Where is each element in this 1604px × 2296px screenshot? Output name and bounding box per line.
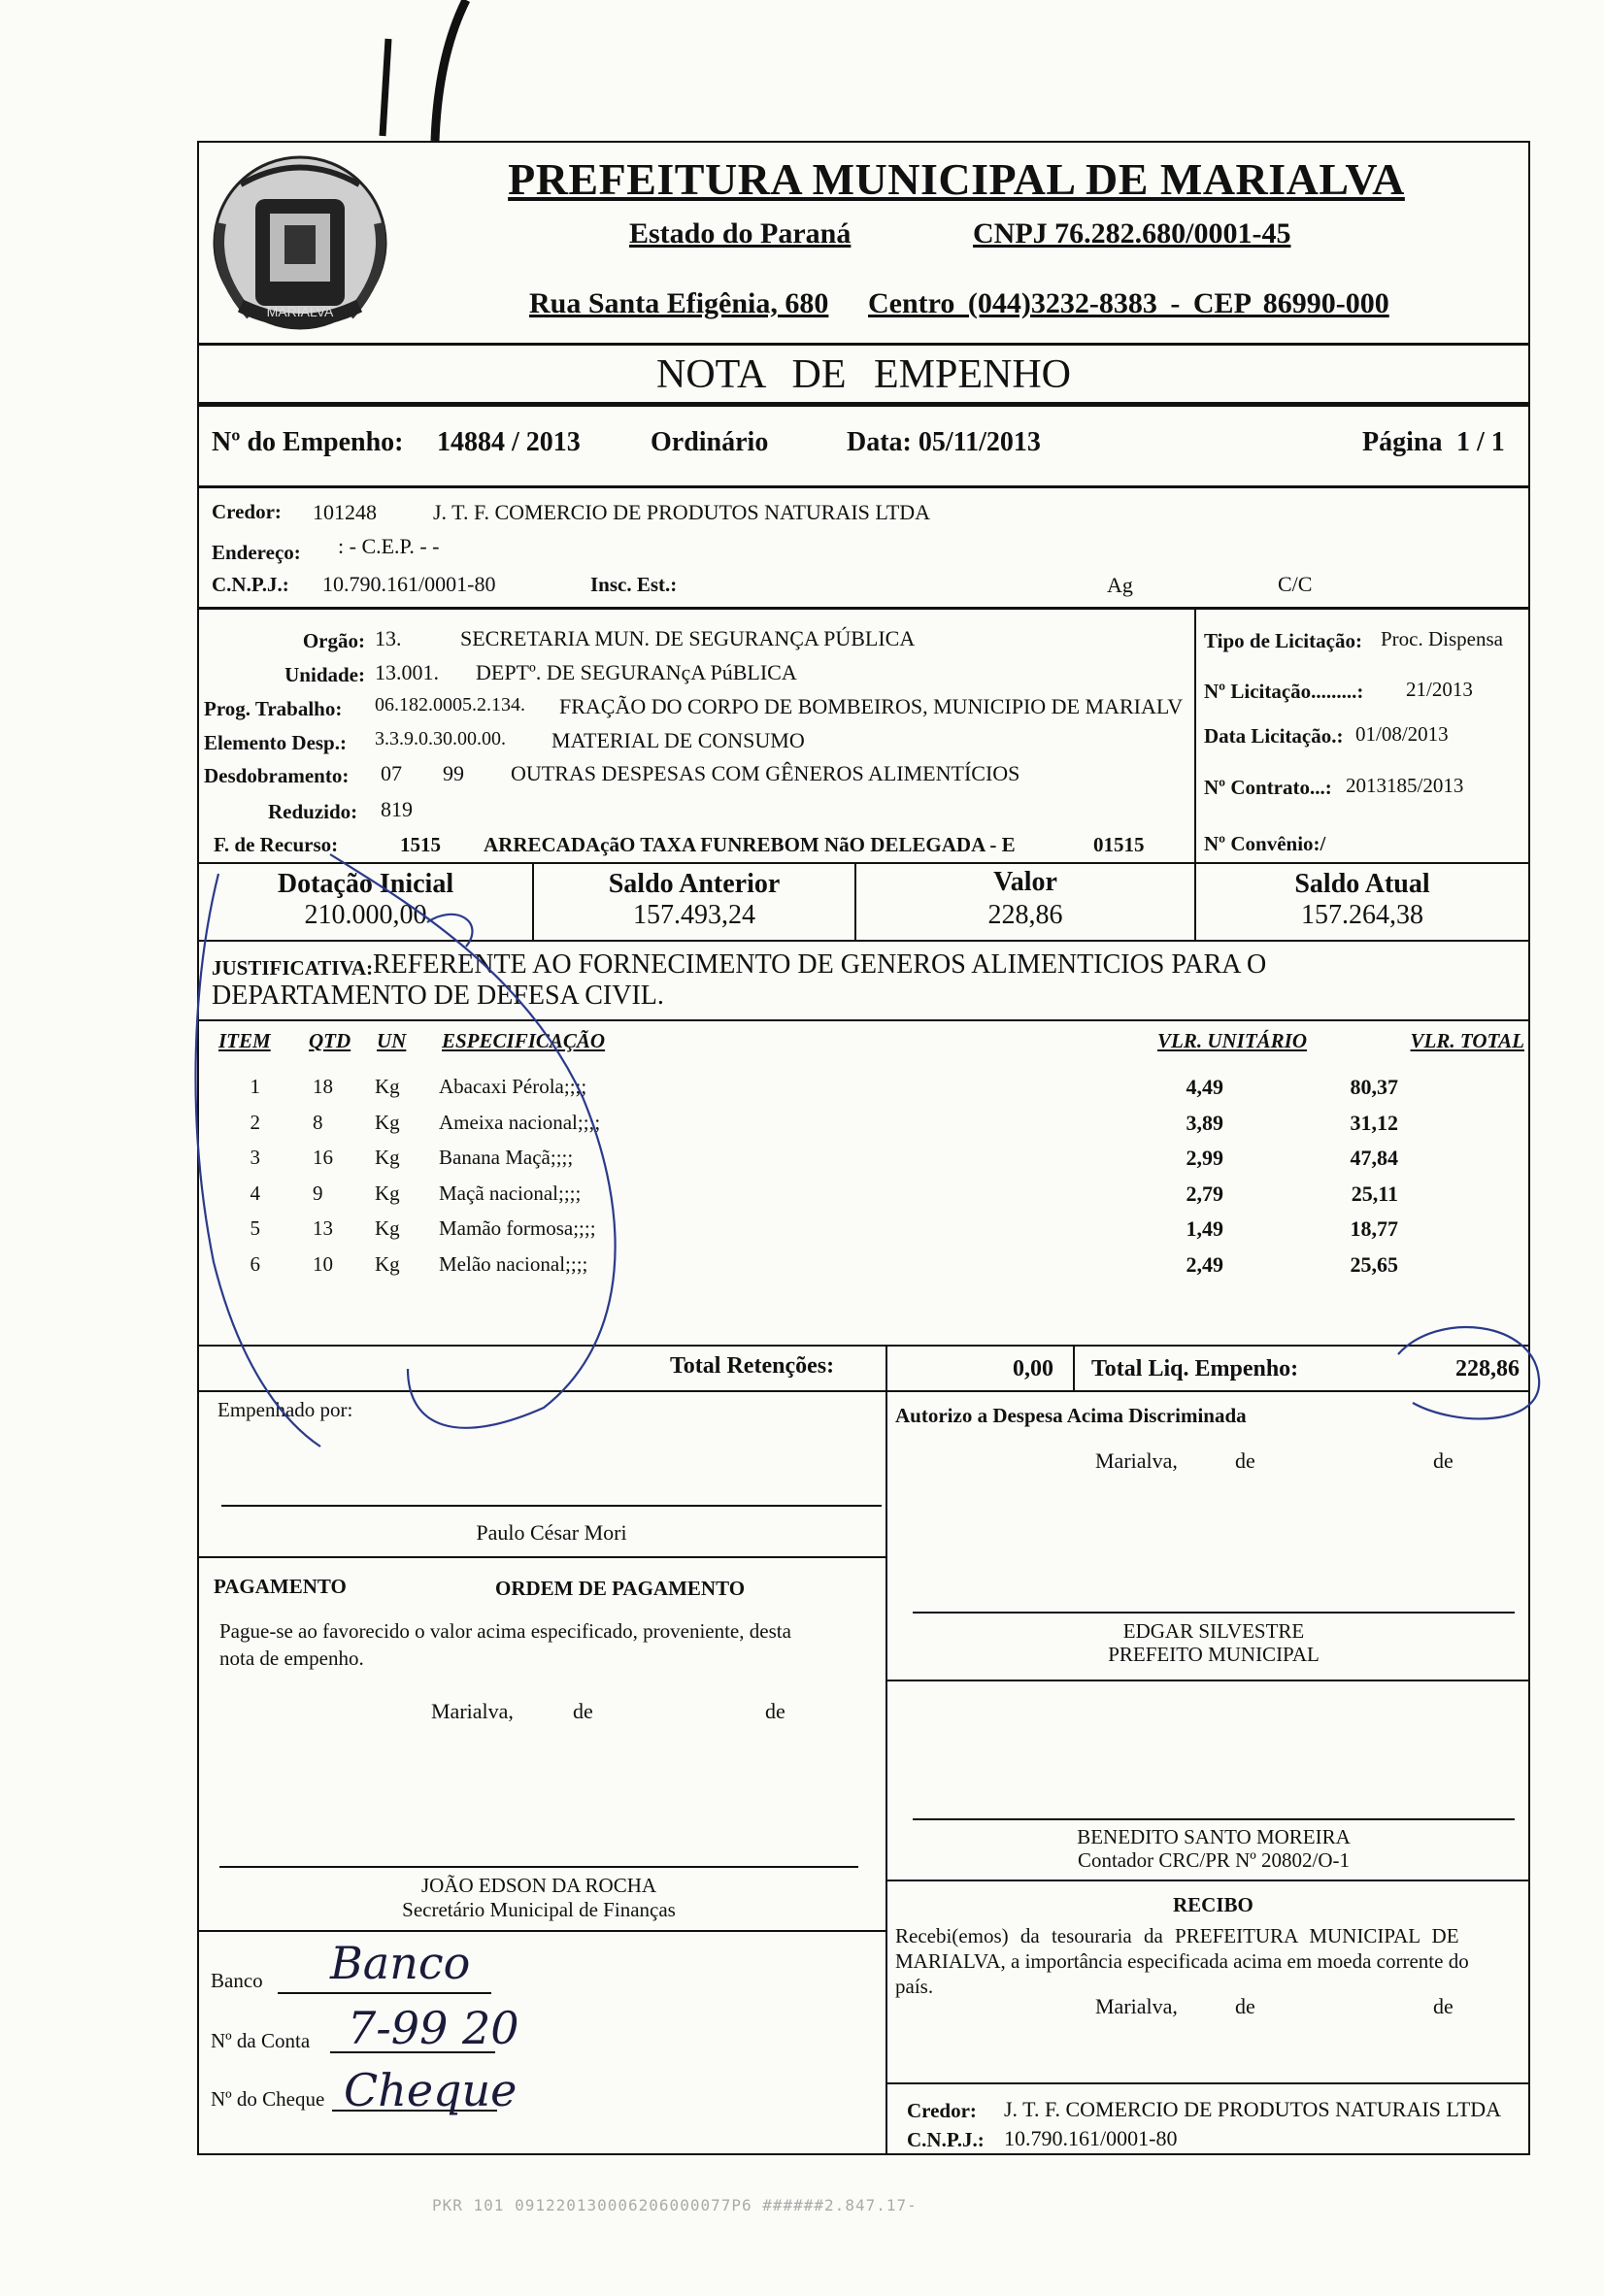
elemento-code: 3.3.9.0.30.00.00. [375,728,506,749]
recibo-credor-label: Credor: [907,2099,977,2122]
cnpj-label: CNPJ 76.282.680/0001-45 [973,217,1291,250]
crest-text: MARIALVA [266,304,334,319]
item-un: Kg [375,1251,400,1276]
orgao-label: Orgão: [302,629,365,652]
divider [199,343,1528,346]
col-un: UN [377,1029,407,1052]
desdobramento-name: OUTRAS DESPESAS COM GÊNEROS ALIMENTÍCIOS [511,761,1020,785]
cheque-handwriting: Cheque [344,2064,518,2116]
recibo-cnpj-label: C.N.P.J.: [907,2128,985,2151]
item-desc: Melão nacional;;;; [439,1251,588,1276]
cheque-label: Nº do Cheque [211,2087,325,2111]
item-qtd: 10 [313,1251,333,1276]
unidade-code: 13.001. [375,660,439,684]
contrato-label: Nº Contrato...: [1204,776,1332,799]
num-licitacao-value: 21/2013 [1406,678,1473,701]
tipo-licitacao-label: Tipo de Licitação: [1204,629,1362,652]
address-value: : - C.E.P. - - [338,534,440,558]
item-total: 31,12 [1350,1110,1398,1135]
item-un: Kg [375,1075,400,1098]
justificativa-line2: DEPARTAMENTO DE DEFESA CIVIL. [212,981,664,1011]
prog-name: FRAÇÃO DO CORPO DE BOMBEIROS, MUNICIPIO DE MARIALV [559,694,1184,718]
divider [199,940,1528,942]
state-label: Estado do Paraná [629,217,852,250]
contador-title: Contador CRC/PR Nº 20802/O-1 [1077,1848,1351,1872]
autorizo-de1: de [1235,1448,1255,1473]
item-unit: 1,49 [1186,1216,1223,1241]
ag-label: Ag [1107,573,1133,597]
item-unit: 2,79 [1186,1181,1223,1206]
recibo-de2: de [1433,1994,1454,2018]
empenhado-label: Empenhado por: [217,1398,353,1421]
credor-label: Credor: [212,500,282,523]
reduzido-label: Reduzido: [268,800,358,823]
item-desc: Maçã nacional;;;; [439,1181,582,1205]
item-un: Kg [375,1216,400,1240]
divider [199,862,1528,864]
orgao-name: SECRETARIA MUN. DE SEGURANÇA PÚBLICA [460,626,916,650]
elemento-name: MATERIAL DE CONSUMO [551,728,805,752]
prefeito-title: PREFEITO MUNICIPAL [1108,1643,1320,1666]
banco-label: Banco [211,1969,263,1992]
divider [886,1345,887,1391]
item-desc: Ameixa nacional;;;; [439,1110,601,1134]
valor-value: 228,86 [987,900,1063,930]
saldo-atual-value: 157.264,38 [1301,900,1423,930]
autorizo-de2: de [1433,1448,1454,1473]
divider [199,607,1528,610]
page-number: 1 / 1 [1456,427,1505,457]
recibo-line3: país. [895,1975,934,1998]
divider [199,1930,886,1932]
divider [886,1390,887,2155]
cnpj-credor-label: C.N.P.J.: [212,573,289,596]
item-total: 25,65 [1350,1251,1398,1277]
item-unit: 2,49 [1186,1251,1223,1277]
address-label: Endereço: [212,541,301,564]
recibo-de1: de [1235,1994,1255,2018]
item-un: Kg [375,1110,400,1134]
item-qtd: 8 [313,1110,323,1134]
banco-line [278,1992,491,1994]
conta-handwriting: 7-99 20 [348,2002,519,2054]
item-item: 3 [250,1146,260,1169]
recibo-line2: MARIALVA, a importância especificada acima em moeda corrente do [895,1949,1469,1973]
pague-line2: nota de empenho. [219,1647,364,1670]
banco-handwriting: Banco [330,1937,471,1989]
autorizo-city: Marialva, [1095,1448,1178,1473]
autorizo-label: Autorizo a Despesa Acima Discriminada [895,1404,1247,1427]
col-qtd: QTD [309,1029,351,1052]
contact-label: Centro (044)3232-8383 - CEP 86990-000 [868,287,1389,319]
pague-de1: de [573,1699,593,1723]
divider [199,1345,1528,1347]
retencoes-value: 0,00 [1013,1356,1053,1381]
col-total: VLR. TOTAL [1410,1029,1524,1052]
insc-label: Insc. Est.: [590,573,678,596]
liquido-value: 228,86 [1455,1356,1520,1381]
justificativa-label: JUSTIFICATIVA: [212,956,374,980]
orgao-code: 13. [375,626,402,650]
col-unit: VLR. UNITÁRIO [1157,1029,1308,1052]
item-un: Kg [375,1146,400,1169]
street-label: Rua Santa Efigênia, 680 [529,287,829,319]
item-desc: Banana Maçã;;;; [439,1146,574,1169]
divider [1073,1345,1075,1391]
saldo-atual-label: Saldo Atual [1294,869,1430,899]
ordem-label: ORDEM DE PAGAMENTO [495,1577,746,1600]
dotacao-label: Dotação Inicial [277,869,454,899]
recibo-credor-name: J. T. F. COMERCIO DE PRODUTOS NATURAIS LTDA [1004,2097,1502,2121]
item-qtd: 16 [313,1146,333,1169]
divider [199,1390,1528,1392]
item-unit: 4,49 [1186,1075,1223,1099]
municipal-crest [202,146,398,345]
unidade-label: Unidade: [284,663,365,686]
justificativa-line1: REFERENTE AO FORNECIMENTO DE GENEROS ALIMENTICIOS PARA O [373,949,1267,980]
cnpj-credor-value: 10.790.161/0001-80 [322,572,496,596]
divider [199,485,1528,488]
liquido-label: Total Liq. Empenho: [1091,1356,1299,1381]
item-qtd: 9 [313,1181,323,1205]
item-qtd: 13 [313,1216,333,1240]
pagamento-label: PAGAMENTO [214,1575,347,1598]
elemento-label: Elemento Desp.: [204,731,347,754]
recurso-name: ARRECADAçãO TAXA FUNREBOM NãO DELEGADA - E [484,833,1016,856]
col-espec: ESPECIFICAÇÃO [442,1029,606,1052]
desdobramento-label: Desdobramento: [204,764,350,787]
desdobramento-sub: 99 [443,761,464,785]
saldo-anterior-label: Saldo Anterior [608,869,781,899]
item-item: 4 [250,1181,260,1205]
signature-line [219,1866,858,1868]
divider [887,1880,1528,1881]
empenho-date: Data: 05/11/2013 [847,427,1041,457]
prefeito-name: EDGAR SILVESTRE [1122,1619,1305,1643]
contador-name: BENEDITO SANTO MOREIRA [1077,1825,1351,1848]
item-item: 2 [250,1110,260,1134]
divider [887,1680,1528,1681]
desdobramento-code: 07 [381,761,402,785]
page-label: Página [1362,427,1443,457]
divider [199,1019,1528,1021]
item-total: 25,11 [1351,1181,1398,1206]
item-unit: 2,99 [1186,1146,1223,1170]
footer-code: PKR 101 091220130006206000077P6 ######2.847.17- [432,2196,918,2214]
recibo-cnpj-value: 10.790.161/0001-80 [1004,2126,1178,2150]
valor-label: Valor [993,867,1057,897]
convenio-label: Nº Convênio:/ [1204,832,1326,855]
empenho-number: 14884 / 2013 [437,427,581,457]
contrato-value: 2013185/2013 [1346,774,1464,797]
data-licitacao-label: Data Licitação.: [1204,724,1344,748]
item-total: 80,37 [1350,1075,1398,1099]
prog-label: Prog. Trabalho: [204,697,343,720]
recibo-line1: Recebi(emos) da tesouraria da PREFEITURA MUNICIPAL DE [895,1924,1459,1947]
pague-city: Marialva, [431,1699,514,1723]
dotacao-value: 210.000,00 [304,900,427,930]
tipo-licitacao-value: Proc. Dispensa [1381,627,1503,650]
item-unit: 3,89 [1186,1110,1223,1135]
item-qtd: 18 [313,1075,333,1098]
doc-title: NOTA DE EMPENHO [656,352,1071,397]
item-desc: Abacaxi Pérola;;;; [439,1075,587,1098]
recurso-code: 1515 [400,833,441,856]
num-licitacao-label: Nº Licitação.........: [1204,680,1364,703]
divider [887,2082,1528,2084]
item-total: 47,84 [1350,1146,1398,1170]
pague-de2: de [765,1699,785,1723]
recurso-label: F. de Recurso: [214,833,339,856]
empenho-number-label: Nº do Empenho: [212,427,404,457]
recibo-label: RECIBO [1173,1893,1253,1916]
item-total: 18,77 [1350,1216,1398,1241]
divider [199,1556,886,1558]
divider [199,402,1528,407]
empenho-type: Ordinário [651,427,769,457]
data-licitacao-value: 01/08/2013 [1355,722,1449,746]
divider [1194,609,1196,866]
signature-line [221,1505,882,1507]
credor-code: 101248 [313,500,377,524]
item-item: 6 [250,1251,260,1276]
item-un: Kg [375,1181,400,1205]
handwritten-mark [369,0,485,146]
prog-code: 06.182.0005.2.134. [375,694,525,715]
secretario-title: Secretário Municipal de Finanças [402,1898,676,1921]
saldo-anterior-value: 157.493,24 [633,900,755,930]
empenhado-name: Paulo César Mori [476,1520,627,1545]
credor-name: J. T. F. COMERCIO DE PRODUTOS NATURAIS LTDA [433,500,931,524]
cc-label: C/C [1278,572,1313,596]
conta-label: Nº da Conta [211,2029,311,2052]
col-item: ITEM [218,1029,271,1052]
item-item: 5 [250,1216,260,1240]
item-desc: Mamão formosa;;;; [439,1216,596,1240]
secretario-name: JOÃO EDSON DA ROCHA [420,1874,657,1897]
item-item: 1 [250,1075,260,1098]
retencoes-label: Total Retenções: [670,1353,835,1379]
recibo-city: Marialva, [1095,1994,1178,2018]
unidade-name: DEPTº. DE SEGURANçA PúBLICA [476,660,797,684]
pague-line1: Pague-se ao favorecido o valor acima especificado, proveniente, desta [219,1619,791,1643]
recurso-num: 01515 [1093,833,1145,856]
reduzido-value: 819 [381,797,413,821]
page-title: PREFEITURA MUNICIPAL DE MARIALVA [508,154,1405,204]
signature-line [913,1818,1515,1820]
signature-line [913,1612,1515,1614]
